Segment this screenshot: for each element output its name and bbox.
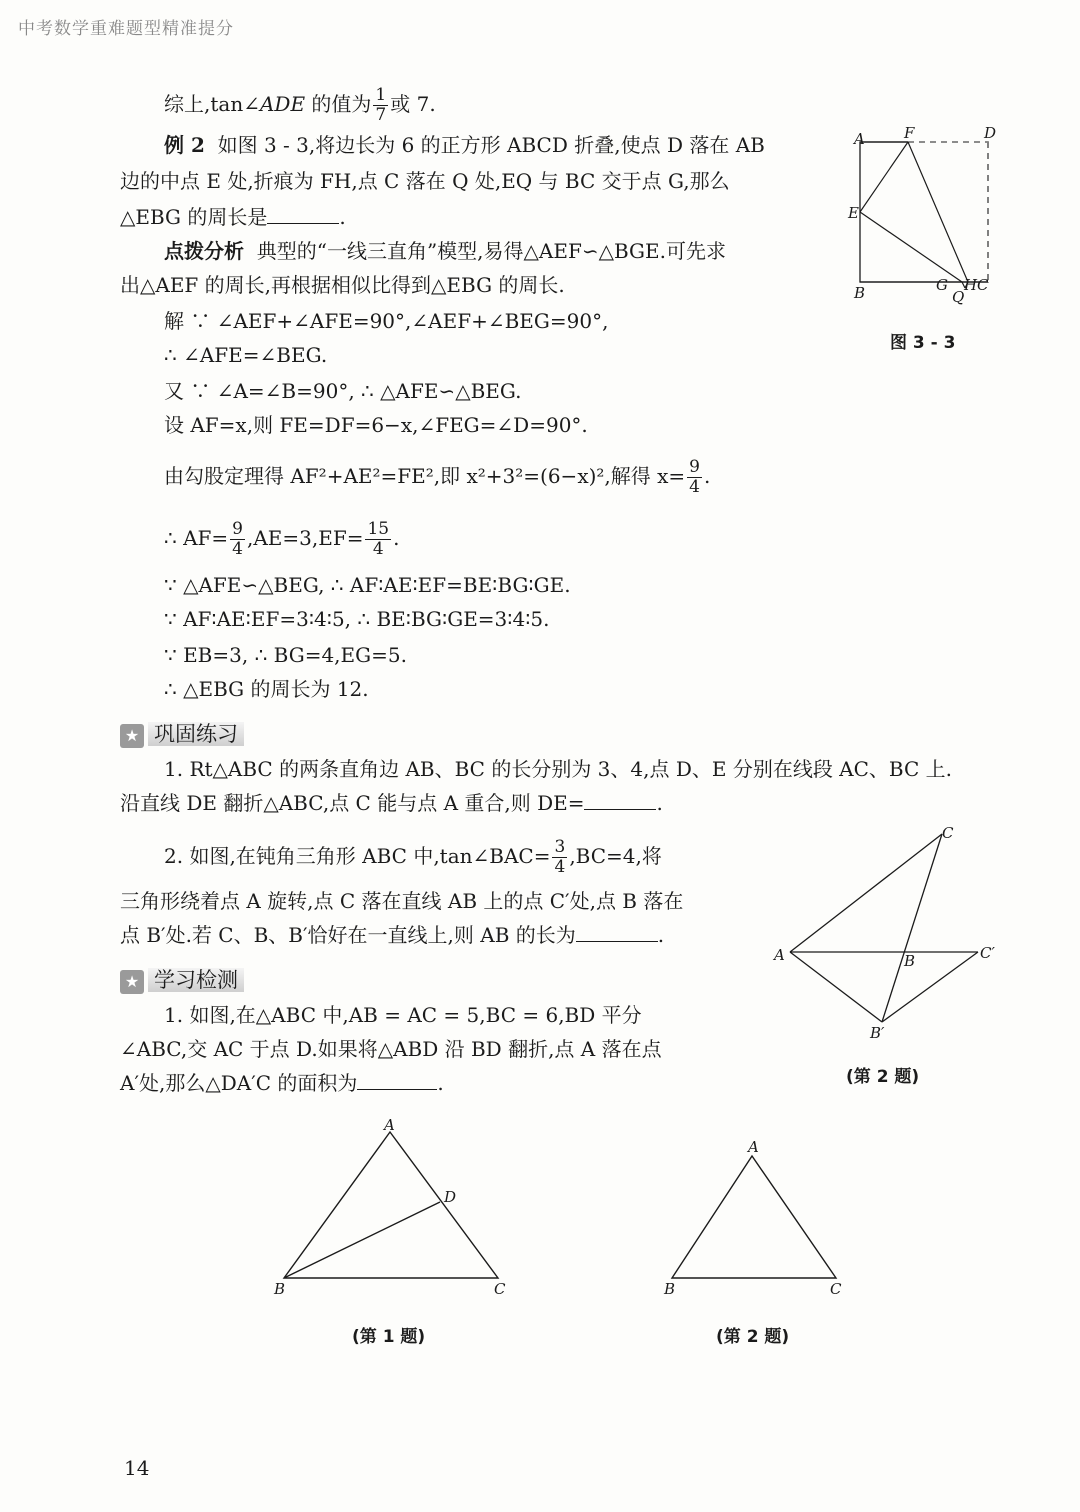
- text-span: A′处,那么△DA′C 的面积为: [120, 1071, 358, 1095]
- test-1-line-1: 1. 如图,在△ABC 中,AB = AC = 5,BC = 6,BD 平分: [164, 1003, 642, 1027]
- text-span: 的值为: [305, 92, 372, 116]
- text-span: 或 7.: [390, 92, 436, 116]
- answer-blank: [576, 923, 658, 942]
- text-span: .: [339, 205, 346, 229]
- label-C: C: [830, 1280, 842, 1298]
- label-C: C: [494, 1280, 506, 1298]
- fraction: $\frac{3}{4}$: [554, 837, 566, 877]
- solution-line-1: 解 ∵ ∠AEF+∠AFE=90°,∠AEF+∠BEG=90°,: [164, 309, 609, 333]
- solution-line-10: ∴ △EBG 的周长为 12.: [164, 677, 369, 701]
- label-G: G: [936, 276, 948, 294]
- label-E: E: [848, 204, 859, 222]
- text-span: 沿直线 DE 翻折△ABC,点 C 能与点 A 重合,则 DE=: [120, 791, 585, 815]
- text-span: 如图 3 - 3,将边长为 6 的正方形 ABCD 折叠,使点 D 落在 AB: [217, 133, 765, 157]
- label-A: A: [854, 130, 865, 148]
- practice-2-line-2: 三角形绕着点 A 旋转,点 C 落在直线 AB 上的点 C′处,点 B 落在: [120, 889, 684, 913]
- text-span: ,BC=4,将: [569, 844, 662, 868]
- label-D: D: [444, 1188, 457, 1206]
- solution-line-9: ∵ EB=3, ∴ BG=4,EG=5.: [164, 643, 407, 667]
- running-header: 中考数学重难题型精准提分: [18, 19, 234, 39]
- text-span: ∴ AF=: [164, 526, 229, 550]
- text-span: .: [437, 1071, 444, 1095]
- star-icon: ★: [120, 724, 144, 748]
- label-B: B: [904, 952, 916, 970]
- figure-3-3-caption: 图 3 - 3: [890, 333, 956, 353]
- text-span: 综上,tan∠: [164, 92, 260, 116]
- fraction: $\frac{1}{7}$: [375, 85, 387, 125]
- label-B: B: [664, 1280, 676, 1298]
- text-span: 点 B′处.若 C、B、B′恰好在一直线上,则 AB 的长为: [120, 923, 576, 947]
- test-figure-1-caption: (第 1 题): [352, 1327, 426, 1347]
- example-2-line-2: 边的中点 E 处,折痕为 FH,点 C 落在 Q 处,EQ 与 BC 交于点 G,那么: [120, 169, 730, 193]
- label-H: H: [964, 276, 978, 294]
- analysis-line-1: [164, 238, 726, 264]
- fraction: $\frac{9}{4}$: [689, 457, 700, 497]
- solution-line-4: 设 AF=x,则 FE=DF=6−x,∠FEG=∠D=90°.: [164, 413, 588, 437]
- answer-blank: [357, 1071, 437, 1090]
- answer-blank: [267, 205, 339, 224]
- practice-2-figure: [770, 822, 1000, 1042]
- test-1-line-3: [120, 1070, 444, 1096]
- label-A: A: [748, 1138, 759, 1156]
- solution-line-5: [164, 458, 710, 497]
- label-C: C: [977, 276, 989, 294]
- text-span: .: [704, 464, 711, 488]
- solution-line-3: 又 ∵ ∠A=∠B=90°, ∴ △AFE∽△BEG.: [164, 379, 522, 403]
- label-B-prime: B′: [870, 1024, 885, 1042]
- label-Q: Q: [952, 288, 965, 306]
- label-C-prime: C′: [980, 944, 995, 962]
- answer-blank: [584, 791, 656, 810]
- text-span: 典型的“一线三直角”模型,易得△AEF∽△BGE.可先求: [256, 239, 726, 263]
- label-A: A: [774, 946, 785, 964]
- test-figure-1: [270, 1118, 520, 1298]
- practice-1-line-1: 1. Rt△ABC 的两条直角边 AB、BC 的长分别为 3、4,点 D、E 分别在线段 AC、BC 上.: [164, 757, 953, 781]
- label-F: F: [904, 124, 915, 142]
- text-span: ,AE=3,EF=: [247, 526, 364, 550]
- solution-line-8: ∵ AF∶AE∶EF=3∶4∶5, ∴ BE∶BG∶GE=3∶4∶5.: [164, 607, 550, 631]
- text-span: △EBG 的周长是: [120, 205, 268, 229]
- label-C: C: [942, 824, 954, 842]
- label-B: B: [854, 284, 866, 302]
- page-number: 14: [124, 1456, 150, 1480]
- fraction: $\frac{15}{4}$: [367, 519, 390, 559]
- practice-section-title: ★ 巩固练习: [120, 718, 244, 748]
- label-B: B: [274, 1280, 286, 1298]
- label-A: A: [384, 1116, 395, 1134]
- text-span: ADE: [259, 92, 306, 116]
- fraction: $\frac{9}{4}$: [232, 519, 243, 559]
- example-label: 例 2: [164, 133, 205, 157]
- example-2-line-1: [164, 132, 765, 158]
- practice-2-line-3: [120, 922, 664, 948]
- analysis-label: 点拨分析: [164, 239, 244, 263]
- solution-line-6: [164, 520, 399, 559]
- star-icon: ★: [120, 970, 144, 994]
- test-section-title: ★ 学习检测: [120, 964, 244, 994]
- conclusion-line: [164, 86, 436, 125]
- label-D: D: [984, 124, 997, 142]
- analysis-line-2: 出△AEF 的周长,再根据相似比得到△EBG 的周长.: [120, 273, 565, 297]
- text-span: 2. 如图,在钝角三角形 ABC 中,tan∠BAC=: [164, 844, 551, 868]
- test-figure-2-caption: (第 2 题): [716, 1327, 790, 1347]
- practice-1-line-2: [120, 790, 663, 816]
- example-2-line-3: [120, 204, 346, 230]
- practice-2-line-1: [164, 838, 662, 877]
- text-span: .: [656, 791, 663, 815]
- solution-line-2: ∴ ∠AFE=∠BEG.: [164, 343, 328, 367]
- text-span: 由勾股定理得 AF²+AE²=FE²,即 x²+3²=(6−x)²,解得 x=: [164, 464, 686, 488]
- practice-2-caption: (第 2 题): [846, 1067, 920, 1087]
- text-span: .: [657, 923, 665, 947]
- figure-3-3: [840, 124, 1000, 306]
- text-span: .: [393, 526, 400, 550]
- test-figure-2: [660, 1136, 860, 1296]
- solution-line-7: ∵ △AFE∽△BEG, ∴ AF∶AE∶EF=BE∶BG∶GE.: [164, 573, 571, 597]
- test-1-line-2: ∠ABC,交 AC 于点 D.如果将△ABD 沿 BD 翻折,点 A 落在点: [120, 1037, 662, 1061]
